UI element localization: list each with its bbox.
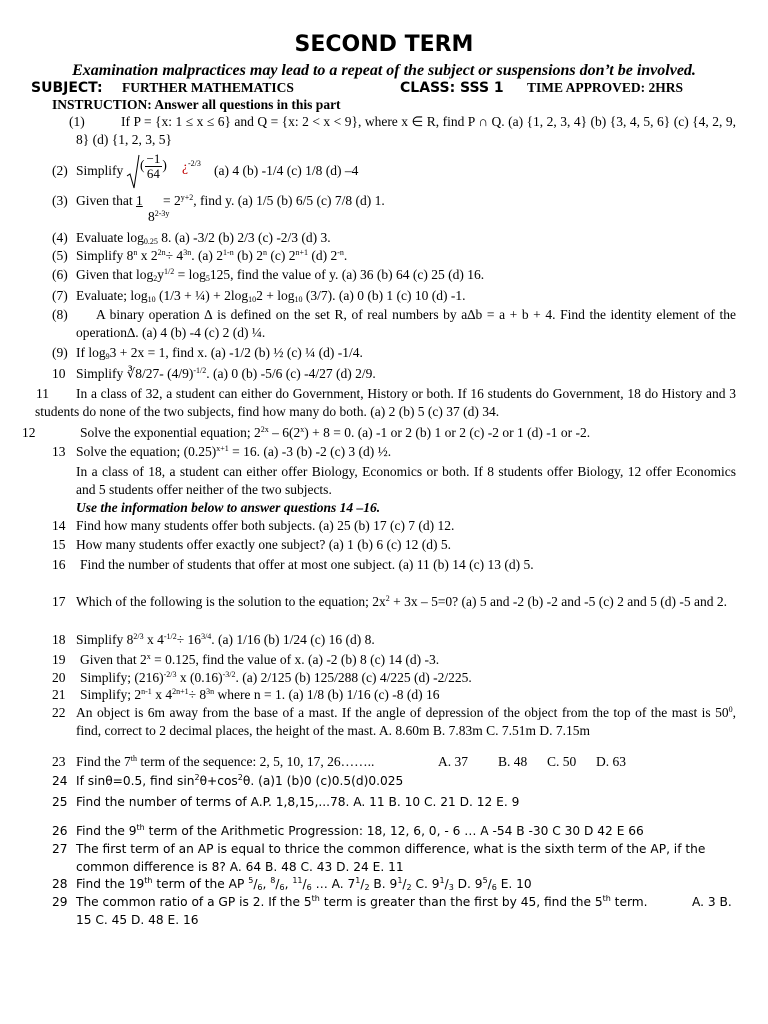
question-number: 22	[52, 705, 66, 720]
question-text	[76, 772, 403, 790]
question-text	[80, 669, 472, 687]
t: y	[157, 267, 164, 282]
t: D. 9	[453, 877, 483, 891]
question-text	[76, 344, 363, 362]
question-number: (4)	[52, 230, 68, 245]
question-17	[0, 593, 768, 629]
question-28	[0, 875, 768, 893]
sub: 6	[257, 883, 263, 892]
question-text: The first term of an AP is equal to thrice the common difference, what is the sixth term of the AP, if the common difference is 8? A. 64 B. 48 C. 43 D. 24 E. 11	[76, 842, 706, 874]
question-number: 25	[52, 795, 68, 809]
sub: 9	[105, 352, 110, 361]
question-number: 13	[52, 444, 66, 459]
question-number: 21	[52, 687, 66, 702]
t: 2 + log	[256, 288, 295, 303]
t: x (0.16)	[176, 670, 223, 685]
t: Solve the equation; (0.25)	[76, 444, 217, 459]
question-text	[76, 192, 385, 210]
option-d: D. 63	[596, 754, 626, 769]
subject-row	[31, 79, 751, 97]
fraction-bottom: 64	[146, 166, 160, 181]
question-options: A. 3 B. 15 C. 45 D. 48 E. 16	[76, 895, 732, 927]
malpractice-warning: Examination malpractices may lead to a repeat of the subject or suspensions don’t be involved.	[72, 62, 696, 79]
t: (1/3 + ¼) + 2log	[155, 288, 249, 303]
question-6	[0, 266, 768, 284]
sup: -3/2	[222, 670, 236, 679]
t: ÷ 8	[188, 687, 207, 702]
t: ÷ 4	[165, 248, 184, 263]
tail: , find y. (a) 1/5 (b) 6/5 (c) 7/8 (d) 1.	[193, 193, 385, 208]
lead: Given that	[76, 193, 133, 208]
t: term of the sequence: 2, 5, 10, 17, 26……..	[137, 754, 375, 769]
sup: 2x	[260, 425, 269, 434]
question-text	[76, 753, 374, 771]
question-number: 18	[52, 632, 66, 647]
question-number: 19	[52, 652, 66, 667]
t: . (a) 0 (b) -5/6 (c) -4/27 (d) 2/9.	[206, 366, 376, 381]
sup: -1/2	[163, 632, 177, 641]
question-27	[0, 840, 768, 876]
radical-sign	[126, 154, 140, 190]
t: term is greater than the first by 45, find the 5	[319, 895, 603, 909]
t: (3/7). (a) 0 (b) 1 (c) 10 (d) -1.	[302, 288, 466, 303]
options: (a) 4 (b) -1/4 (c) 1/8 (d) –4	[214, 163, 359, 178]
question-number: 29	[52, 895, 68, 909]
sub: 5	[205, 274, 210, 283]
question-number: 27	[52, 842, 68, 856]
sub: 10	[147, 295, 156, 304]
question-lead: Simplify	[76, 163, 124, 178]
question-12	[0, 424, 768, 442]
power: -2/3	[188, 159, 201, 168]
sup: x+1	[216, 444, 229, 453]
t: Given that log	[76, 267, 154, 282]
sup: th	[144, 876, 153, 885]
question-text	[80, 686, 440, 704]
sup: -2/3	[163, 670, 177, 679]
question-text	[76, 229, 331, 247]
question-text	[76, 593, 736, 611]
power-group	[182, 158, 201, 176]
t: The common ratio of a GP is 2. If the 5	[76, 895, 312, 909]
sub: 2	[153, 274, 158, 283]
t: (d) 2	[307, 248, 338, 263]
question-number: 11	[36, 386, 49, 401]
t: = 0.125, find the value of x. (a) -2 (b) 8 (c) 14 (d) -3.	[150, 652, 440, 667]
t: term.	[610, 895, 648, 909]
sup: 3/4	[201, 632, 212, 641]
render-artifact: ¿	[182, 159, 188, 174]
sup: n	[133, 248, 138, 257]
t: C. 9	[411, 877, 440, 891]
sup: 2	[194, 773, 200, 782]
question-15	[0, 536, 768, 554]
den-base: 8	[148, 209, 155, 224]
sup: 1	[397, 876, 403, 885]
t: (c) 2	[266, 248, 296, 263]
numerator: 1	[136, 193, 143, 208]
question-14	[0, 517, 768, 535]
sup: 1-n	[223, 248, 234, 257]
question-number: (3)	[52, 193, 68, 208]
question-text: Find the number of students that offer at most one subject. (a) 11 (b) 14 (c) 13 (d) 5.	[80, 557, 534, 572]
sub: 0.25	[143, 237, 158, 246]
t: where n = 1. (a) 1/8 (b) 1/16 (c) -8 (d) 16	[214, 687, 440, 702]
question-7	[0, 287, 768, 305]
question-number: 10	[52, 366, 66, 381]
question-23	[0, 753, 768, 771]
t: Find the 9	[76, 824, 137, 838]
sup: th	[136, 823, 145, 832]
t: Given that 2	[80, 652, 147, 667]
t: Simplify ∛8/27- (4/9)	[76, 366, 194, 381]
question-18	[0, 631, 768, 649]
question-9	[0, 344, 768, 362]
question-1	[0, 113, 768, 149]
question-text	[76, 365, 376, 383]
question-number: 16	[52, 557, 66, 572]
t: .	[343, 248, 348, 263]
t: . (a) 2	[191, 248, 224, 263]
question-10	[0, 365, 768, 383]
t: Find the 19	[76, 877, 145, 891]
t: /	[253, 877, 258, 891]
t: Evaluate; log	[76, 288, 148, 303]
t: – 6(2	[268, 425, 301, 440]
question-2	[0, 152, 768, 190]
t: ,	[262, 877, 271, 891]
question-text: How many students offer exactly one subject? (a) 1 (b) 6 (c) 12 (d) 5.	[76, 537, 452, 552]
t: ,	[284, 877, 293, 891]
t: Simplify; 2	[80, 687, 142, 702]
question-text	[80, 651, 439, 669]
exponent: y+2	[180, 193, 194, 202]
question-number: 20	[52, 670, 66, 685]
sup: x	[300, 425, 305, 434]
t: . (a) 2/125 (b) 125/288 (c) 4/225 (d) -2/225.	[235, 670, 472, 685]
t: An object is 6m away from the base of a mast. If the angle of depression of the object from the top of the mast is 50	[76, 705, 729, 720]
sup: 3n	[183, 248, 192, 257]
sup: 8	[270, 876, 276, 885]
question-text	[76, 266, 484, 284]
subject-label: SUBJECT:	[31, 80, 103, 96]
sup: n-1	[141, 687, 152, 696]
page-title: SECOND TERM	[294, 32, 474, 57]
option-a: A. 37	[438, 754, 468, 769]
t: x 2	[137, 248, 158, 263]
question-number: 28	[52, 877, 68, 891]
question-number: 12	[22, 425, 36, 440]
t: θ+cos	[199, 774, 238, 788]
sup: th	[311, 894, 320, 903]
class-label: CLASS: SSS 1	[400, 80, 504, 96]
sup: 1	[439, 876, 445, 885]
sup: 3n	[206, 687, 215, 696]
t: Find the 7	[76, 754, 131, 769]
sup: 11	[292, 876, 303, 885]
t: 3 + 2x = 1, find x. (a) -1/2 (b) ½ (c) ¼ (d) -1/4.	[109, 345, 363, 360]
sup: 1/2	[164, 267, 175, 276]
t: = 16. (a) -3 (b) -2 (c) 3 (d) ½.	[228, 444, 392, 459]
t: /	[275, 877, 280, 891]
sub: 6	[306, 883, 312, 892]
sup: n+1	[295, 248, 308, 257]
sup: n	[262, 248, 267, 257]
t: . (a) 1/16 (b) 1/24 (c) 16 (d) 8.	[211, 632, 375, 647]
question-4	[0, 229, 768, 247]
question-number: (9)	[52, 345, 68, 360]
question-24	[0, 772, 768, 790]
den-exponent: 2-3y	[154, 209, 170, 218]
sup: 2	[385, 594, 390, 603]
sup: 2	[237, 773, 243, 782]
sub: 6	[491, 883, 497, 892]
sup: 2n+1	[172, 687, 189, 696]
question-5	[0, 247, 768, 265]
t: Simplify; (216)	[80, 670, 164, 685]
t: /	[302, 877, 307, 891]
sup: th	[602, 894, 611, 903]
t: x 4	[151, 687, 173, 702]
t: Simplify 8	[76, 632, 134, 647]
sub: 10	[294, 295, 303, 304]
question-19	[0, 651, 768, 669]
question-number: (8)	[52, 307, 68, 322]
info-paragraph: In a class of 18, a student can either offer Biology, Economics or both. If 8 students offer Biology, 12 offer Economics and 5 students offer neither of the two subjects.	[76, 464, 736, 497]
question-number: 14	[52, 518, 66, 533]
t: E. 10	[496, 877, 532, 891]
question-text	[76, 704, 736, 740]
question-22	[0, 704, 768, 758]
question-number: (1)	[69, 114, 85, 129]
question-25	[0, 793, 768, 811]
denominator	[148, 208, 169, 226]
sup: 0	[728, 705, 733, 714]
question-11	[0, 385, 768, 421]
t: /	[444, 877, 449, 891]
question-13	[0, 443, 768, 461]
t: term of the AP	[152, 877, 249, 891]
t: Simplify 8	[76, 248, 134, 263]
question-3	[0, 192, 768, 226]
t: ) + 8 = 0. (a) -1 or 2 (b) 1 or 2 (c) -2 or 1 (d) -1 or -2.	[304, 425, 591, 440]
t: θ. (a)1 (b)0 (c)0.5(d)0.025	[242, 774, 404, 788]
question-number: 23	[52, 754, 66, 769]
sup: 1	[355, 876, 361, 885]
t: /	[487, 877, 492, 891]
question-text	[76, 875, 532, 893]
question-number: 24	[52, 774, 68, 788]
sup: th	[130, 754, 137, 763]
subject-value: FURTHER MATHEMATICS	[122, 80, 294, 95]
question-text: If P = {x: 1 ≤ x ≤ 6} and Q = {x: 2 < x < 9}, where x ∈ R, find P ∩ Q. (a) {1, 2, 3, 4} (b) {3, 4, 5, 6} (c) {4, 2, 9, 8} (d) {1, 2, 3, 5}	[76, 114, 736, 147]
t: /	[402, 877, 407, 891]
sup: x	[146, 652, 151, 661]
equals: = 2	[163, 193, 181, 208]
question-text	[80, 424, 590, 442]
question-26	[0, 822, 768, 840]
t: Solve the exponential equation; 2	[80, 425, 261, 440]
question-text	[76, 822, 644, 840]
question-text: Find how many students offer both subjects. (a) 25 (b) 17 (c) 7 (d) 12.	[76, 518, 455, 533]
t: Evaluate log	[76, 230, 144, 245]
question-number: (7)	[52, 288, 68, 303]
sup: -n	[337, 248, 344, 257]
radicand: ( $\frac{-1}{64}$ )	[140, 151, 167, 181]
sup: 2/3	[133, 632, 144, 641]
instruction: INSTRUCTION: Answer all questions in this part	[52, 97, 341, 112]
sub: 3	[448, 883, 454, 892]
question-text	[76, 443, 391, 461]
sub: 2	[406, 883, 412, 892]
sup: 5	[248, 876, 254, 885]
question-text	[76, 287, 466, 305]
question-number: 26	[52, 824, 68, 838]
t: 8. (a) -3/2 (b) 2/3 (c) -2/3 (d) 3.	[157, 230, 331, 245]
question-text: Find the number of terms of A.P. 1,8,15,...78. A. 11 B. 10 C. 21 D. 12 E. 9	[76, 795, 520, 809]
option-b: B. 48	[498, 754, 528, 769]
question-20	[0, 669, 768, 687]
t: (b) 2	[233, 248, 263, 263]
sub: 2	[364, 883, 370, 892]
question-29	[0, 893, 768, 929]
question-number: 15	[52, 537, 66, 552]
question-text	[76, 247, 347, 265]
question-number: (2)	[52, 163, 68, 178]
t: /	[360, 877, 365, 891]
question-number: (5)	[52, 248, 68, 263]
time-label: TIME APPROVED: 2HRS	[527, 80, 684, 95]
t: B. 9	[369, 877, 398, 891]
t: If sinθ=0.5, find sin	[76, 774, 195, 788]
t: , find, correct to 2 decimal places, the height of the mast. A. 8.60m B. 7.83m C. 7.51m D. 7.15m	[76, 705, 736, 738]
question-text: In a class of 32, a student can either do Government, History or both. If 16 students do Government, 18 do History and 3 students do none of the two subjects, find how many do both. (a) 2 (b) 5 (c) 37 (d) 34.	[35, 386, 736, 419]
t: If log	[76, 345, 106, 360]
t: … A. 7	[311, 877, 356, 891]
question-text: A binary operation ∆ is defined on the set R, of real numbers by a∆b = a + b + 4. Find the identity element of the operation∆. (a) 4 (b) -4 (c) 2 (d) ¼.	[76, 307, 736, 340]
t: ÷ 16	[176, 632, 202, 647]
fraction-top: −1	[146, 151, 161, 166]
question-8	[0, 306, 768, 342]
question-text	[76, 631, 375, 649]
info-directive: Use the information below to answer questions 14 –16.	[76, 500, 381, 515]
t: + 3x – 5=0? (a) 5 and -2 (b) -2 and -5 (c) 2 and 5 (d) -5 and 2.	[389, 594, 727, 609]
question-number: (6)	[52, 267, 68, 282]
question-21	[0, 686, 768, 704]
question-number: 17	[52, 594, 66, 609]
sup: 5	[482, 876, 488, 885]
sub: 6	[279, 883, 285, 892]
question-16	[0, 556, 768, 574]
option-c: C. 50	[547, 754, 577, 769]
t: x 4	[143, 632, 164, 647]
t: 125, find the value of y. (a) 36 (b) 64 (c) 25 (d) 16.	[209, 267, 485, 282]
sup: -1/2	[193, 366, 207, 375]
sup: 2n	[157, 248, 166, 257]
t: term of the Arithmetic Progression: 18, 12, 6, 0, - 6 … A -54 B -30 C 30 D 42 E 66	[144, 824, 644, 838]
t: Which of the following is the solution to the equation; 2x	[76, 594, 386, 609]
t: = log	[174, 267, 206, 282]
sub: 10	[248, 295, 257, 304]
